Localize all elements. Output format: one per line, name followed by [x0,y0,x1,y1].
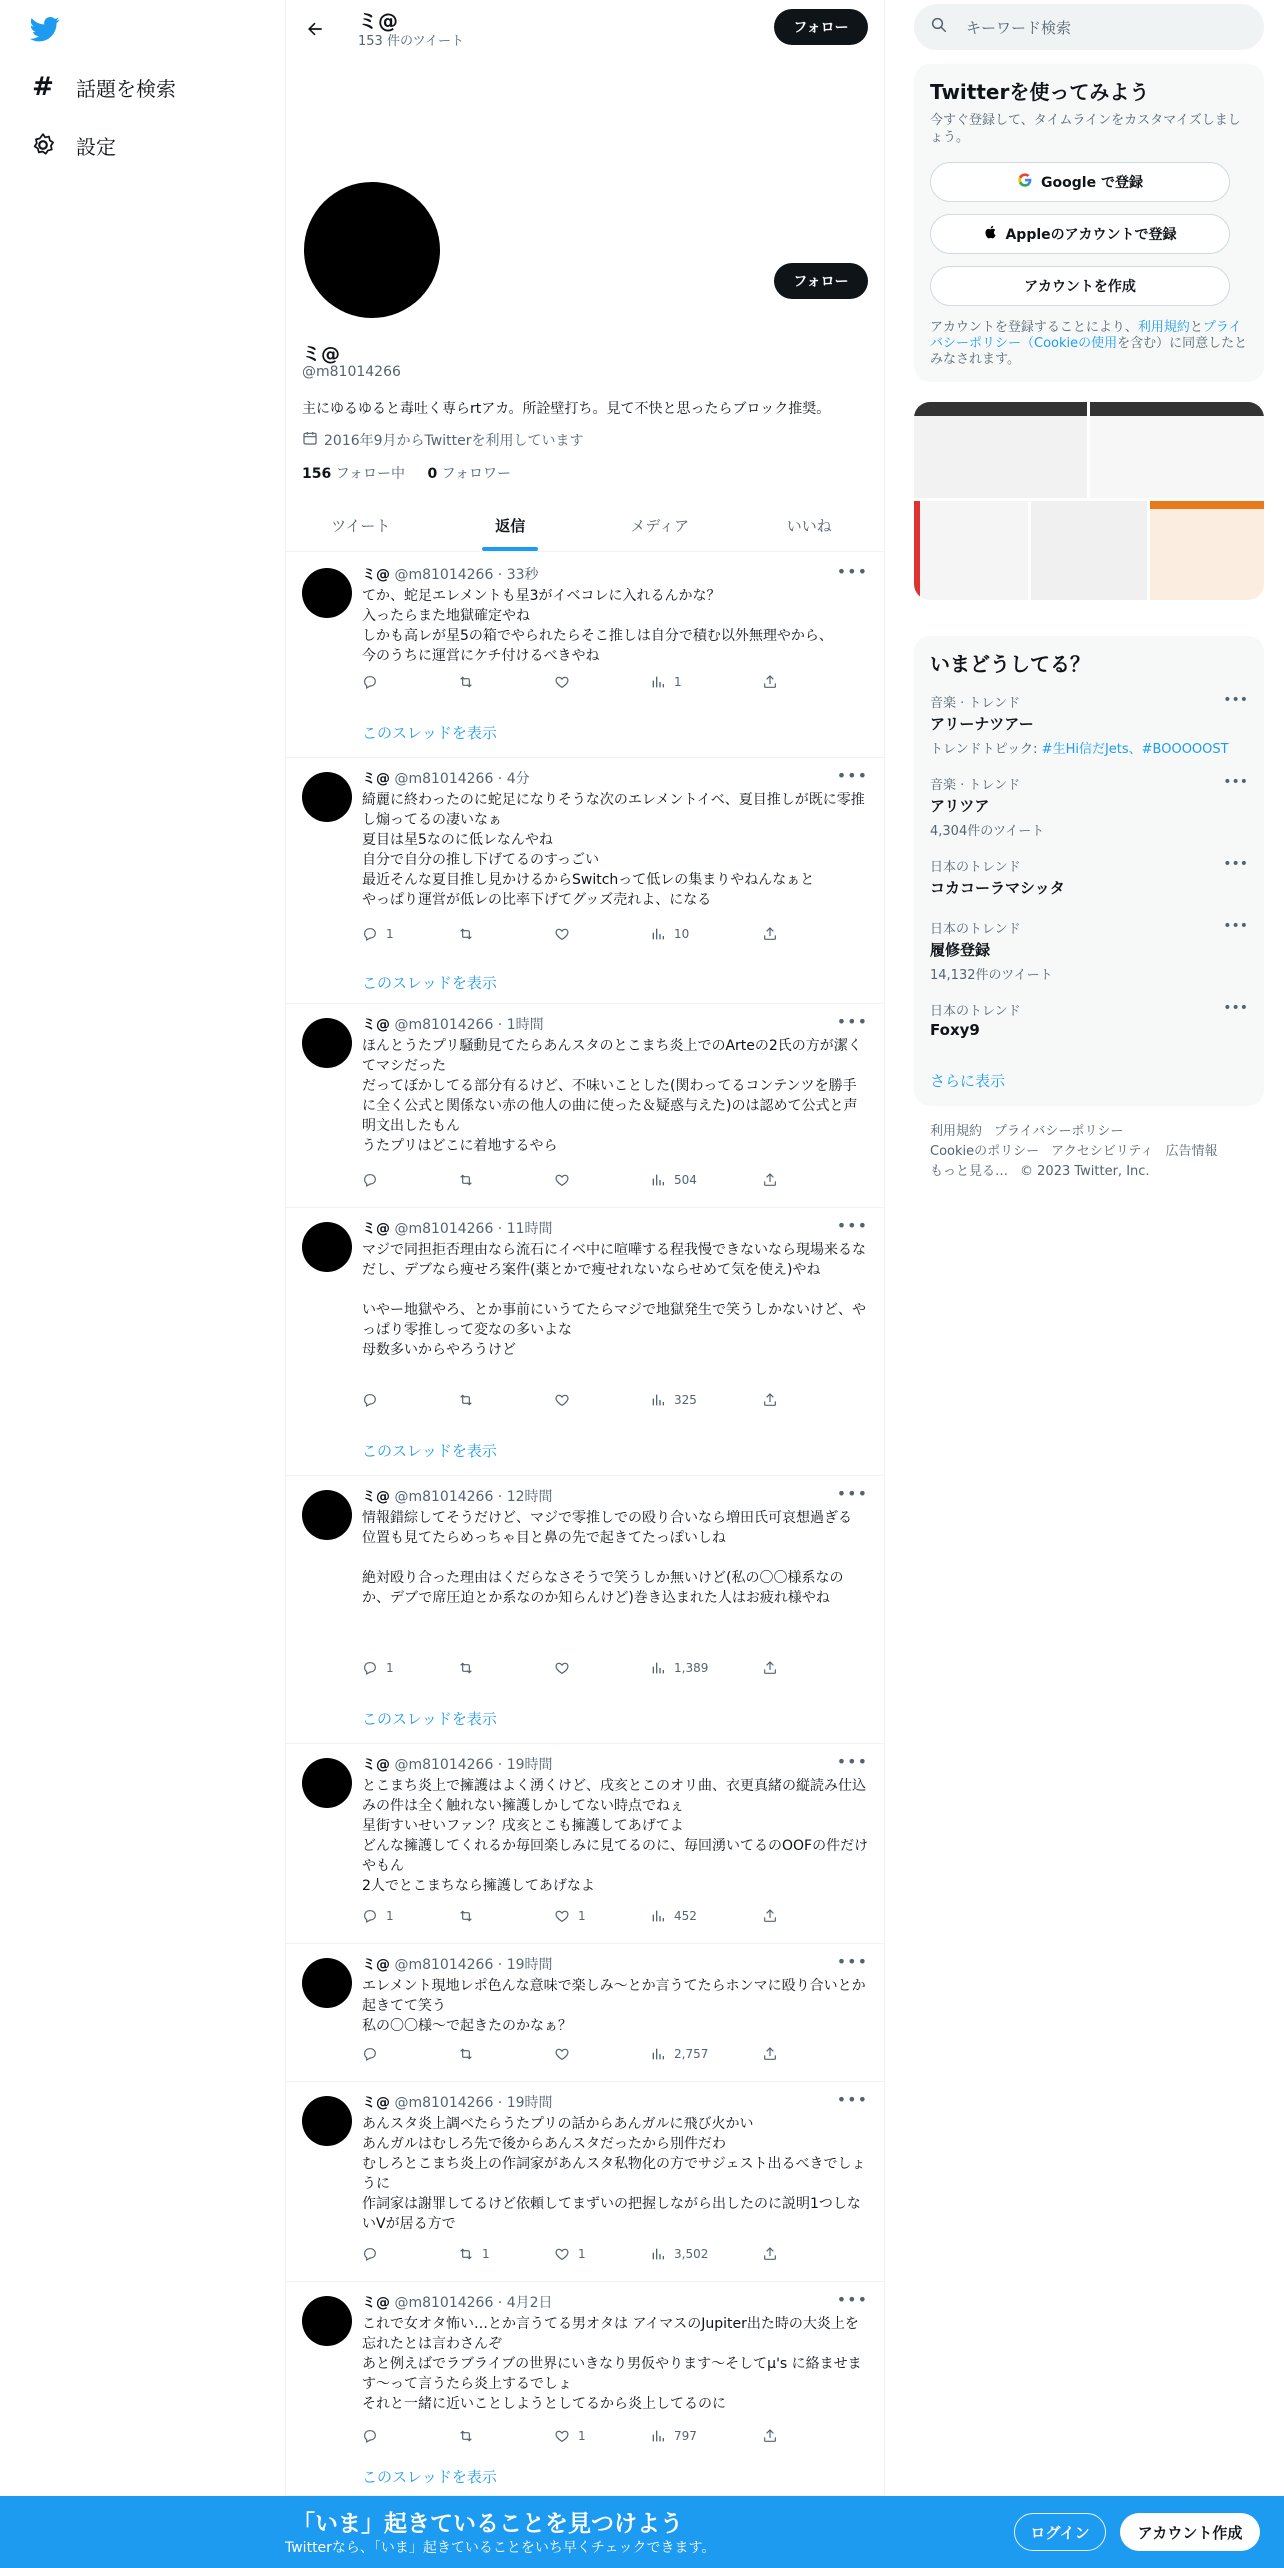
followers-label: フォロワー [441,466,511,482]
tweet-actions [362,1172,832,1192]
like-button[interactable] [554,926,578,942]
tweet-actions [362,2428,832,2448]
views-button[interactable] [650,1172,697,1188]
signup-card [914,64,1264,382]
media-thumbnail[interactable] [914,402,1087,498]
apple-signup-button[interactable] [930,214,1230,254]
legal-text-3: を含む）に同意したとみなされます。 [930,336,1248,367]
media-thumbnail[interactable] [1031,501,1147,600]
tweet-text: てか、蛇足エレメントも星3がイベコレに入れるんかな？ 入ったらまた地獄確定やね しかも高レが星5の箱でやられたらそこ推しは自分で積む以外無理やから、 今のうちに運営にケチ付けるべきやね [362,588,833,664]
reply-count: 1 [386,1661,394,1675]
share-icon [762,2428,786,2444]
tweet-avatar[interactable] [302,2096,352,2146]
tweet-header [362,1218,553,1238]
signup-legal [930,320,1248,368]
trend-category: 日本のトレンド [930,1004,1021,1019]
tweet-text: マジで同担拒否理由なら流石にイベ中に喧嘩する程我慢できないなら現場来るなだし、デブなら痩せろ案件(薬とかで痩せれないならせめて気を使え)やね いやー地獄やろ、とか事前にいうてたらマジで地獄発生で笑うしかないけど、やっぱり零推しって変なの多いよな 母数多いからやろうけど [362,1242,866,1358]
reply-icon [362,2428,386,2444]
tweet-avatar[interactable] [302,1490,352,1540]
trend-name: コカコーラマシッタ [930,879,1065,897]
profile-bio: 主にゆるゆると毒吐く専らrtアカ。所詮壁打ち。見て不快と思ったらブロック推奨。 [302,401,831,417]
search-input[interactable] [914,4,1264,50]
like-button[interactable] [554,1660,578,1676]
reply-button[interactable] [362,674,386,690]
tab-replies[interactable]: 返信 [436,500,586,551]
reply-icon [362,926,386,942]
share-icon [762,1172,786,1188]
heart-icon [554,2246,578,2262]
view-count: 325 [674,1393,697,1407]
google-signup-label: Google で登録 [1041,175,1143,191]
share-icon [762,1908,786,1924]
trends-title: いまどうしてる？ [930,652,1090,676]
share-button[interactable] [762,926,786,942]
reply-icon [362,674,386,690]
tweet-avatar[interactable] [302,1758,352,1808]
retweet-count: 1 [482,2247,490,2261]
retweet-icon [458,2428,482,2444]
tweet-meta[interactable]: @m81014266 · 4分 [394,771,530,787]
share-button[interactable] [762,1392,786,1408]
share-icon [762,2246,786,2262]
view-count: 797 [674,2429,697,2443]
footer-accessibility[interactable]: アクセシビリティ [1051,1144,1154,1159]
tweet-author-name[interactable]: ミ@ [362,2295,390,2311]
reply-button[interactable] [362,2246,386,2262]
views-button[interactable] [650,2046,708,2062]
retweet-icon [458,1392,482,1408]
view-count: 10 [674,927,690,941]
profile-joined-text: 2016年9月からTwitterを利用しています [324,433,584,449]
bottom-bar-title: 「いま」起きていることを見つけよう [292,2511,683,2537]
reply-icon [362,1172,386,1188]
share-icon [762,1392,786,1408]
heart-icon [554,926,578,942]
tweet-meta[interactable]: @m81014266 · 12時間 [394,1489,553,1505]
tweet-avatar[interactable] [302,2296,352,2346]
tweet-header [362,2292,553,2312]
media-thumbnail[interactable] [1150,501,1264,600]
retweet-button[interactable] [458,1172,482,1188]
like-button[interactable] [554,2428,586,2444]
share-icon [762,1660,786,1676]
tweet[interactable] [286,758,884,1004]
retweet-button[interactable] [458,1660,482,1676]
retweet-button[interactable] [458,2046,482,2062]
show-thread-link[interactable]: このスレッドを表示 [362,1710,497,1728]
trend-item[interactable] [930,1000,1248,1039]
views-button[interactable] [650,1660,708,1676]
trend-topics [930,738,1248,757]
heart-icon [554,674,578,690]
reply-icon [362,1660,386,1676]
view-count: 3,502 [674,2247,709,2261]
trend-item[interactable] [930,692,1248,757]
header-follow-button[interactable]: フォロー [774,9,868,45]
trend-count: 14,132件のツイート [930,968,1053,983]
retweet-icon [458,674,482,690]
tweet-header [362,1486,553,1506]
trend-name: アリーナツアー [930,715,1034,733]
share-button[interactable] [762,674,786,690]
twitter-logo-icon[interactable] [28,14,62,44]
more-icon[interactable]: ••• [1223,918,1248,934]
tweet-meta[interactable]: @m81014266 · 4月2日 [394,2295,553,2311]
share-icon [762,674,786,690]
footer-ads[interactable]: 広告情報 [1165,1144,1218,1159]
views-icon [650,1392,674,1408]
tweet-actions [362,1392,832,1412]
more-icon[interactable]: ••• [836,2290,868,2309]
media-thumbnail[interactable] [1090,402,1264,498]
tweet[interactable] [286,1004,884,1208]
trend-topics-link[interactable]: #生Hi信だJets、#BOOOOOST [1041,742,1229,757]
heart-icon [554,1172,578,1188]
trend-item[interactable] [930,918,1248,983]
footer-copyright: © 2023 Twitter, Inc. [1020,1164,1150,1179]
heart-icon [554,1908,578,1924]
tweet-meta[interactable]: @m81014266 · 19時間 [394,2095,553,2111]
more-icon[interactable]: ••• [836,562,868,581]
reply-icon [362,2046,386,2062]
more-icon[interactable]: ••• [836,1216,868,1235]
tweet[interactable] [286,554,884,758]
tweet-actions [362,926,832,946]
gear-icon [28,130,58,160]
more-icon[interactable]: ••• [1223,856,1248,872]
tweet-text: ほんとうたプリ騒動見てたらあんスタのとこまち炎上でのArteの2氏の方が潔くてマシだった だってぼかしてる部分有るけど、不味いことした(関わってるコンテンツを勝手に全く公式と関係ない赤の他人の曲に使った＆疑惑与えた)のは認めて公式と声明文出したもん うたプリはどこに着地するやら [362,1038,862,1154]
nav-explore-label: 話題を検索 [76,76,176,101]
tweet-header [362,564,539,584]
heart-icon [554,2428,578,2444]
like-button[interactable] [554,674,578,690]
share-icon [762,2046,786,2062]
views-button[interactable] [650,1392,697,1408]
tweet-avatar[interactable] [302,1222,352,1272]
more-icon[interactable]: ••• [836,2090,868,2109]
profile-follow-stats [302,463,511,483]
calendar-icon [302,430,318,450]
tweet-text: とこまち炎上で擁護はよく湧くけど、戌亥とこのオリ曲、衣更真緒の縦読み仕込みの件は全く触れない擁護しかしてない時点でねぇ 星街すいせいファン？戌亥とこも擁護してあげてよ どんな擁護してくれるか毎回楽しみに見てるのに、毎回湧いてるのOOFの件だけやもん 2人でとこまちなら擁護してあげなよ [362,1778,869,1894]
reply-count: 1 [386,1909,394,1923]
following-link[interactable] [302,466,405,482]
reply-button[interactable] [362,2046,386,2062]
reply-count: 1 [386,927,394,941]
tweet[interactable] [286,1476,884,1744]
tweet-text: エレメント現地レポ色んな意味で楽しみ～とか言うてたらホンマに殴り合いとか起きてて笑う 私の〇〇様〜で起きたのかなぁ？ [362,1978,866,2034]
view-count: 1 [674,675,682,689]
tweet-author-name[interactable]: ミ@ [362,1017,390,1033]
like-count: 1 [578,1909,586,1923]
more-icon[interactable]: ••• [836,1752,868,1771]
views-button[interactable] [650,926,689,942]
views-icon [650,1660,674,1676]
more-icon[interactable]: ••• [836,1484,868,1503]
tweet-actions [362,1908,832,1928]
tweet-actions [362,2046,832,2066]
hashtag-icon: # [32,72,54,102]
trend-count: 4,304件のツイート [930,824,1045,839]
reply-button[interactable] [362,1660,394,1676]
retweet-icon [458,1908,482,1924]
share-button[interactable] [762,2428,786,2444]
tweet-header [362,1754,553,1774]
trend-item[interactable] [930,774,1248,839]
bottom-bar-subtitle: Twitterなら、「いま」起きていることをいち早くチェックできます。 [285,2540,716,2556]
tab-media[interactable]: メディア [630,517,690,535]
retweet-icon [458,926,482,942]
tweet-author-name[interactable]: ミ@ [362,771,390,787]
login-button[interactable]: ログイン [1014,2513,1106,2551]
back-arrow-icon[interactable] [300,14,330,44]
footer-privacy[interactable]: プライバシーポリシー [994,1124,1124,1139]
trend-name: アリツア [930,797,990,815]
like-count: 1 [578,2247,586,2261]
view-count: 2,757 [674,2047,709,2061]
more-icon[interactable]: ••• [1223,774,1248,790]
tweet-text: これで女オタ怖い…とか言うてる男オタは アイマスのJupiter出た時の大炎上を忘れたとは言わさんぞ あと例えばでラブライブの世界にいきなり男仮やります〜そしてμ's に絡ませます〜って言うたら炎上するでしょ それと一緒に近いことしようとしてるから炎上してるのに [362,2316,862,2412]
share-button[interactable] [762,1660,786,1676]
views-icon [650,1172,674,1188]
terms-link[interactable]: 利用規約 [1137,320,1190,335]
following-label: フォロー中 [335,466,405,482]
tweet-meta[interactable]: @m81014266 · 11時間 [394,1221,553,1237]
tweet[interactable] [286,2282,884,2496]
tweet-avatar[interactable] [302,772,352,822]
share-button[interactable] [762,1908,786,1924]
retweet-icon [458,1660,482,1676]
like-button[interactable] [554,2246,586,2262]
tweet-author-name[interactable]: ミ@ [362,2095,390,2111]
footer [930,1122,1250,1182]
tweet[interactable] [286,1744,884,1944]
retweet-button[interactable] [458,1392,482,1408]
show-thread-link[interactable]: このスレッドを表示 [362,2468,497,2486]
retweet-button[interactable] [458,2428,482,2444]
retweet-icon [458,2046,482,2062]
trends-card [914,636,1264,1106]
signup-subtitle: 今すぐ登録して、タイムラインをカスタマイズしましょう。 [930,113,1241,145]
more-icon[interactable]: ••• [836,1012,868,1031]
tweet-author-name[interactable]: ミ@ [362,567,390,583]
profile-tabs [286,500,884,552]
views-button[interactable] [650,1908,697,1924]
signup-button[interactable]: アカウント作成 [1120,2513,1260,2551]
heart-icon [554,1660,578,1676]
views-icon [650,2046,674,2062]
apple-icon [983,224,999,244]
apple-signup-label: Appleのアカウントで登録 [1005,227,1177,243]
view-count: 504 [674,1173,697,1187]
more-icon[interactable]: ••• [836,766,868,785]
nav-settings[interactable] [28,125,116,165]
reply-button[interactable] [362,2428,386,2444]
retweet-button[interactable] [458,1908,482,1924]
trend-topics-prefix: トレンドトピック: [930,742,1042,757]
retweet-icon [458,1172,482,1188]
show-thread-link[interactable]: このスレッドを表示 [362,724,497,742]
retweet-button[interactable] [458,2246,490,2262]
show-thread-link[interactable]: このスレッドを表示 [362,974,497,992]
profile-joined [302,430,583,450]
reply-icon [362,1908,386,1924]
reply-button[interactable] [362,1172,386,1188]
tweet-author-name[interactable]: ミ@ [362,1957,390,1973]
trends-show-more[interactable]: さらに表示 [930,1072,1006,1090]
retweet-icon [458,2246,482,2262]
nav-explore[interactable] [28,67,176,107]
trend-category: 日本のトレンド [930,922,1021,937]
like-button[interactable] [554,1172,578,1188]
more-icon[interactable]: ••• [1223,692,1248,708]
tweet[interactable] [286,1208,884,1476]
like-button[interactable] [554,2046,578,2062]
header-tweet-count: 153 件のツイート [358,34,465,49]
tweet-text: あんスタ炎上調べたらうたプリの話からあんガルに飛び火かい あんガルはむしろ先で後からあんスタだったから別件だわ むしろとこまち炎上の作詞家があんスタ私物化の方でサジェスト出るべきでしょうに 作詞家は謝罪してるけど依頼してまずいの把握しながら出したのに説明1つしないVが居る方で [362,2116,866,2232]
profile-name: ミ@ [302,343,341,365]
share-button[interactable] [762,2246,786,2262]
tweet-author-name[interactable]: ミ@ [362,1489,390,1505]
tweet-header [362,768,530,788]
tweet-text: 綺麗に終わったのに蛇足になりそうな次のエレメントイベ、夏目推しが既に零推し煽ってるの凄いなぁ 夏目は星5なのに低レなんやね 自分で自分の推し下げてるのすっごい 最近そんな夏目推し見かけるからSwitchって低レの集まりやねんなぁと やっぱり運営が低レの比率下げてグッズ売れよ、になる [362,792,865,908]
reply-button[interactable] [362,926,394,942]
tweet-avatar[interactable] [302,1958,352,2008]
privacy-link[interactable]: プライバシーポリシー（Cookieの使用 [930,320,1242,351]
search-icon [930,16,948,38]
google-signup-button[interactable] [930,162,1230,202]
retweet-button[interactable] [458,674,482,690]
heart-icon [554,1392,578,1408]
legal-text-1: アカウントを登録することにより、 [930,320,1138,335]
tweet-meta[interactable]: @m81014266 · 19時間 [394,1957,553,1973]
views-button[interactable] [650,674,682,690]
nav-settings-label: 設定 [76,134,116,159]
trend-name: 履修登録 [930,941,991,959]
tweet[interactable] [286,2082,884,2282]
footer-terms[interactable]: 利用規約 [930,1124,983,1139]
more-icon[interactable]: ••• [836,1952,868,1971]
tweet-avatar[interactable] [302,568,352,618]
like-button[interactable] [554,1392,578,1408]
tweet-actions [362,2246,832,2266]
tweet-meta[interactable]: @m81014266 · 33秒 [394,567,539,583]
footer-cookie[interactable]: Cookieのポリシー [930,1144,1040,1159]
more-icon[interactable]: ••• [1223,1000,1248,1016]
view-count: 452 [674,1909,697,1923]
tweet-header [362,1954,553,1974]
heart-icon [554,2046,578,2062]
header-name: ミ@ [358,9,398,33]
tweet[interactable] [286,1944,884,2082]
tweet-meta[interactable]: @m81014266 · 1時間 [394,1017,544,1033]
search-placeholder: キーワード検索 [966,18,1072,37]
tweet-author-name[interactable]: ミ@ [362,1221,390,1237]
like-count: 1 [578,2429,586,2443]
share-icon [762,926,786,942]
views-icon [650,674,674,690]
trend-item[interactable] [930,856,1248,898]
views-button[interactable] [650,2246,708,2262]
trend-category: 音楽 · トレンド [930,696,1021,711]
google-icon [1017,172,1033,192]
trend-category: 音楽 · トレンド [930,778,1021,793]
tweet-actions [362,674,832,694]
like-button[interactable] [554,1908,586,1924]
share-button[interactable] [762,2046,786,2062]
views-icon [650,2428,674,2444]
trend-name: Foxy9 [930,1021,980,1039]
tweet-actions [362,1660,832,1680]
views-button[interactable] [650,2428,697,2444]
views-icon [650,1908,674,1924]
views-icon [650,926,674,942]
tab-tweets[interactable]: ツイート [331,517,391,535]
following-count: 156 [302,466,332,482]
legal-text-2: と [1189,320,1203,335]
views-icon [650,2246,674,2262]
tweet-header [362,2092,553,2112]
tweet-avatar[interactable] [302,1018,352,1068]
profile-handle: @m81014266 [302,364,401,380]
reply-button[interactable] [362,1392,386,1408]
footer-more[interactable]: もっと見る… [930,1164,1009,1179]
followers-link[interactable] [427,466,511,482]
retweet-button[interactable] [458,926,482,942]
profile-follow-button[interactable]: フォロー [774,263,868,299]
signup-title: Twitterを使ってみよう [930,80,1150,104]
reply-icon [362,2246,386,2262]
view-count: 1,389 [674,1661,709,1675]
tweet-author-name[interactable]: ミ@ [362,1757,390,1773]
followers-count: 0 [427,466,438,482]
tab-likes[interactable]: いいね [786,517,832,535]
reply-icon [362,1392,386,1408]
share-button[interactable] [762,1172,786,1188]
trend-category: 日本のトレンド [930,860,1021,875]
profile-avatar[interactable] [304,182,440,318]
reply-button[interactable] [362,1908,394,1924]
media-thumbnail[interactable] [914,501,1028,600]
create-account-button[interactable]: アカウントを作成 [930,266,1230,306]
tweet-header [362,1014,544,1034]
show-thread-link[interactable]: このスレッドを表示 [362,1442,497,1460]
profile-media-grid[interactable] [914,402,1264,600]
tweet-text: 情報錯綜してそうだけど、マジで零推しでの殴り合いなら増田氏可哀想過ぎる 位置も見てたらめっちゃ目と鼻の先で起きてたっぽいしね 絶対殴り合った理由はくだらなさそうで笑うしか無いけど(私の〇〇様系なのか、デブで席圧迫とか系なのか知らんけど)巻き込まれた人はお疲れ様やね [362,1510,852,1606]
tweet-meta[interactable]: @m81014266 · 19時間 [394,1757,553,1773]
